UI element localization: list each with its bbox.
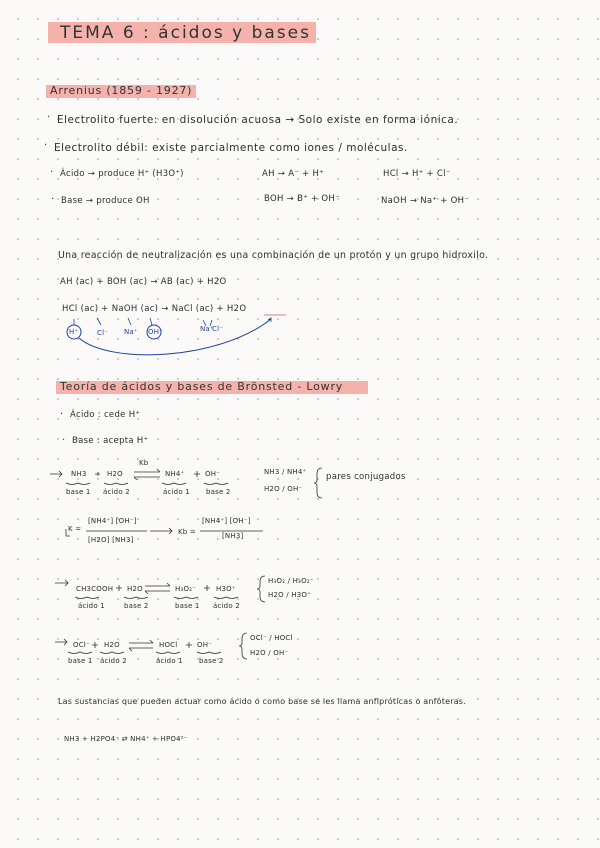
eq3-pair: H2O / OH⁻ (250, 649, 289, 657)
neutralization-sentence: Una reacción de neutralización es una combinación de un protón y un grupo hidroxilo. (58, 250, 489, 261)
page-title: TEMA 6 : ácidos y bases (60, 23, 311, 43)
eq2-label: base 2 (124, 602, 149, 610)
arrhenius-base: Base → produce OH (61, 196, 150, 206)
eq2-term: H2O (127, 585, 143, 593)
k-label: K = (68, 525, 82, 533)
bullet: · (50, 167, 54, 178)
eq3-label: base 1 (68, 657, 93, 665)
eq1-term: NH4⁺ (165, 470, 185, 478)
eq2-label: ácido 2 (213, 602, 240, 610)
eq3-label: base 2 (199, 657, 224, 665)
ion-h: H⁺ (69, 328, 79, 336)
eq1-label: ácido 2 (103, 488, 130, 496)
ion-cl: Cl⁻ (97, 329, 109, 337)
eq2-label: ácido 1 (78, 602, 105, 610)
eq2-term: CH3COOH (76, 585, 114, 593)
ion-oh: OH⁻ (148, 328, 164, 336)
arrhenius-heading: Arrenius (1859 - 1927) (50, 84, 193, 97)
ion-na-right: Na⁺ (200, 325, 214, 333)
arrhenius-base-eq2: NaOH → Na⁺ + OH⁻ (381, 196, 470, 206)
neutralization-eq2: HCl (ac) + NaOH (ac) → NaCl (ac) + H2O (62, 304, 247, 314)
eq3-label: ácido 2 (100, 657, 127, 665)
kb-denominator: [NH3] (222, 532, 244, 540)
bullet: · (51, 194, 55, 205)
arrhenius-acid-eq1: AH → A⁻ + H⁺ (262, 169, 325, 179)
eq2-term: H3O⁺ (216, 585, 236, 593)
eq2-pair: H₃O₂ / H₃O₂⁻ (268, 577, 314, 585)
eq2-term: H₃O₂⁻ (175, 585, 197, 593)
eq1-term: OH⁻ (205, 470, 221, 478)
kb-label: Kb = (178, 528, 196, 536)
eq3-label: ácido 1 (156, 657, 183, 665)
eq3-term: H2O (104, 641, 120, 649)
arrhenius-acid: Ácido → produce H⁺ (H3O⁺) (60, 169, 184, 179)
eq3-term: OH⁻ (197, 641, 213, 649)
amphoteric-sentence: Las sustancias que pueden actuar como ácido o como base se les llama anfipróticas o anfóteras. (58, 697, 466, 706)
eq1-label: base 1 (66, 488, 91, 496)
strong-electrolyte-line: Electrolito fuerte: en disolución acuosa → Solo existe en forma iónica. (57, 114, 459, 126)
eq1-pair: NH3 / NH4⁺ (264, 468, 307, 476)
pairs-conjugated-label: pares conjugados (326, 472, 406, 482)
k-numerator: [NH4⁺] [OH⁻] (88, 517, 137, 525)
eq2-label: base 1 (175, 602, 200, 610)
ion-na: Na⁺ (124, 328, 138, 336)
bullet: · (62, 435, 66, 446)
final-equation: NH3 + H2PO4⁻ ⇄ NH4⁺ + HPO4²⁻ (64, 735, 188, 743)
eq1-term: H2O (107, 470, 123, 478)
eq1-term: NH3 (71, 470, 87, 478)
eq1-label: ácido 1 (163, 488, 190, 496)
bullet: · (47, 112, 51, 123)
bullet: · (44, 140, 48, 151)
ion-cl-right: Cl⁻ (212, 325, 224, 333)
arrhenius-acid-eq2: HCl → H⁺ + Cl⁻ (383, 169, 451, 179)
bronsted-base: Base : acepta H⁺ (72, 436, 149, 446)
arrhenius-base-eq1: BOH → B⁺ + OH⁻ (264, 194, 340, 204)
kb-above-arrow: Kb (139, 459, 149, 467)
eq1-label: base 2 (206, 488, 231, 496)
kb-numerator: [NH4⁺] [OH⁻] (202, 517, 251, 525)
eq3-term: HOCl (159, 641, 178, 649)
eq3-pair: OCl⁻ / HOCl (250, 634, 293, 642)
neutralization-eq1: AH (ac) + BOH (ac) → AB (ac) + H2O (60, 277, 227, 287)
weak-electrolyte-line: Electrolito débil: existe parcialmente como iones / moléculas. (54, 142, 408, 154)
bronsted-heading: Teoría de ácidos y bases de Brönsted - Lowry (60, 380, 344, 393)
eq3-term: OCl⁻ (73, 641, 90, 649)
bronsted-acid: Ácido : cede H⁺ (70, 410, 141, 420)
eq1-pair: H2O / OH⁻ (264, 485, 303, 493)
k-denominator: [H2O] [NH3] (88, 536, 134, 544)
bullet: · (60, 409, 64, 420)
eq2-pair: H2O / H3O⁺ (268, 591, 311, 599)
